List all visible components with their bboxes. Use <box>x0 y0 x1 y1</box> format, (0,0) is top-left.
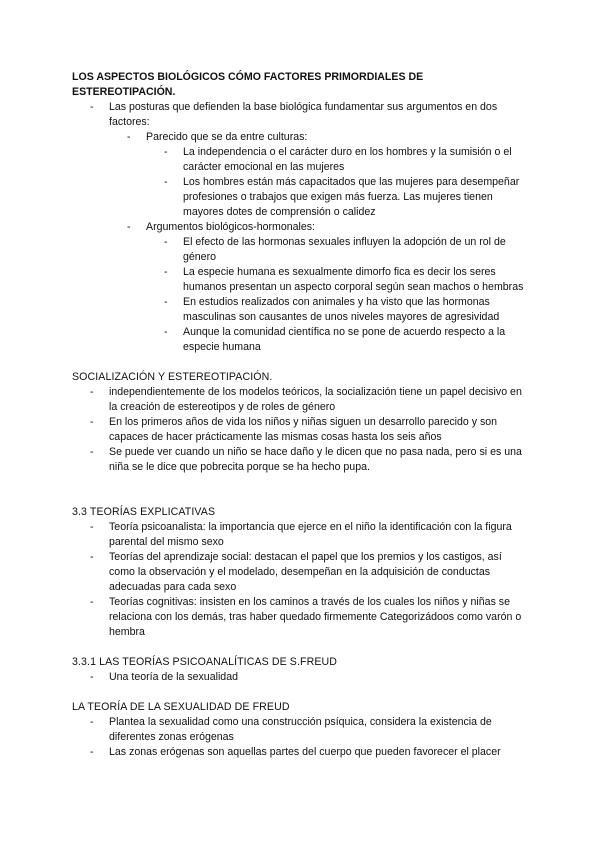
spacer <box>72 355 528 370</box>
list-item <box>146 295 528 325</box>
bullet-dash: - <box>90 596 94 608</box>
list-item-text: La especie humana es sexualmente dimorfo fica es decir los seres humanos presentan un aspecto corporal según sean machos o hembras <box>183 266 524 293</box>
bullet-dash: - <box>164 146 168 158</box>
list-item <box>72 715 528 745</box>
bullet-dash: - <box>127 131 131 143</box>
bullet-dash: - <box>90 551 94 563</box>
list-item-text: Aunque la comunidad científica no se pone de acuerdo respecto a la especie humana <box>183 326 506 353</box>
list-item <box>109 220 528 355</box>
bullet-list <box>72 385 528 475</box>
list-item-text: Las posturas que defienden la base biológica fundamentar sus argumentos en dos factores: <box>109 101 498 128</box>
bullet-dash: - <box>164 296 168 308</box>
bullet-list <box>72 670 528 685</box>
list-item <box>72 385 528 415</box>
list-item <box>109 130 528 220</box>
list-item-text: Argumentos biológicos-hormonales: <box>146 221 315 233</box>
bullet-dash: - <box>90 671 94 683</box>
section-heading-teorias-explicativas: 3.3 TEORÍAS EXPLICATIVAS <box>72 506 216 518</box>
list-item-text: El efecto de las hormonas sexuales influyen la adopción de un rol de género <box>183 236 506 263</box>
list-item <box>72 595 528 640</box>
list-item-text: Teorías del aprendizaje social: destacan el papel que los premios y los castigos, así como la observación y el modelado, desempeñan en la adquisición de conductas adecuadas para cada sexo <box>109 551 502 593</box>
list-item-text: Se puede ver cuando un niño se hace daño y le dicen que no pasa nada, pero si es una niña se le dice que pobrecita porque se ha hecho pupa. <box>109 446 522 473</box>
bullet-dash: - <box>164 236 168 248</box>
list-item-text: Plantea la sexualidad como una construcción psíquica, considera la existencia de diferentes zonas erógenas <box>109 716 492 743</box>
sub-sub-list <box>146 145 528 220</box>
bullet-list <box>72 520 528 640</box>
list-item-text: independientemente de los modelos teóricos, la socialización tiene un papel decisivo en la creación de estereotipos y de roles de género <box>109 386 522 413</box>
list-item <box>146 145 528 175</box>
bullet-dash: - <box>90 101 94 113</box>
list-item <box>146 325 528 355</box>
list-item <box>146 175 528 220</box>
bullet-list <box>72 715 528 760</box>
bullet-dash: - <box>90 746 94 758</box>
bullet-dash: - <box>90 446 94 458</box>
list-item-text: En los primeros años de vida los niños y niñas siguen un desarrollo parecido y son capaces de hacer prácticamente las mismas cosas hasta los seis años <box>109 416 498 443</box>
list-item-text: Una teoría de la sexualidad <box>109 671 238 683</box>
list-item-text: Las zonas erógenas son aquellas partes del cuerpo que pueden favorecer el placer <box>109 746 501 758</box>
bullet-dash: - <box>127 221 131 233</box>
section-heading-teoria-sexualidad-freud: LA TEORÍA DE LA SEXUALIDAD DE FREUD <box>72 701 290 713</box>
list-item-text: Parecido que se da entre culturas: <box>146 131 308 143</box>
list-item <box>146 235 528 265</box>
list-item-text: En estudios realizados con animales y ha visto que las hormonas masculinas son causantes de unos niveles mayores de agresividad <box>183 296 500 323</box>
list-item <box>72 100 528 355</box>
list-item <box>72 670 528 685</box>
spacer <box>72 475 528 505</box>
list-item-text: Teoría psicoanalista: la importancia que ejerce en el niño la identificación con la figura parental del mismo sexo <box>109 521 512 548</box>
bullet-dash: - <box>90 386 94 398</box>
bullet-list <box>72 100 528 355</box>
spacer <box>72 685 528 700</box>
bullet-dash: - <box>90 716 94 728</box>
list-item <box>146 265 528 295</box>
bullet-dash: - <box>164 266 168 278</box>
bullet-dash: - <box>164 326 168 338</box>
bullet-dash: - <box>164 176 168 188</box>
section-heading-teorias-psicoanaliticas: 3.3.1 LAS TEORÍAS PSICOANALÍTICAS DE S.FREUD <box>72 656 338 668</box>
list-item <box>72 415 528 445</box>
list-item <box>72 550 528 595</box>
list-item <box>72 520 528 550</box>
section-heading-socializacion: SOCIALIZACIÓN Y ESTEREOTIPACIÓN. <box>72 371 273 383</box>
sub-list <box>109 130 528 355</box>
section-heading-aspectos-biologicos: LOS ASPECTOS BIOLÓGICOS CÓMO FACTORES PRIMORDIALES DE ESTEREOTIPACIÓN. <box>72 71 424 98</box>
list-item-text: Los hombres están más capacitados que las mujeres para desempeñar profesiones o trabajos que exigen más fuerza. Las mujeres tienen mayores dotes de comprensión o calidez <box>183 176 520 218</box>
list-item <box>72 745 528 760</box>
spacer <box>72 640 528 655</box>
list-item-text: Teorías cognitivas: insisten en los caminos a través de los cuales los niños y niñas se relaciona con los demás, tras haber quedado firmemente Categorizádoos como varón o hembra <box>109 596 522 638</box>
sub-sub-list <box>146 235 528 355</box>
bullet-dash: - <box>90 416 94 428</box>
list-item <box>72 445 528 475</box>
bullet-dash: - <box>90 521 94 533</box>
document-content <box>72 70 528 760</box>
list-item-text: La independencia o el carácter duro en los hombres y la sumisión o el carácter emocional en las mujeres <box>183 146 512 173</box>
